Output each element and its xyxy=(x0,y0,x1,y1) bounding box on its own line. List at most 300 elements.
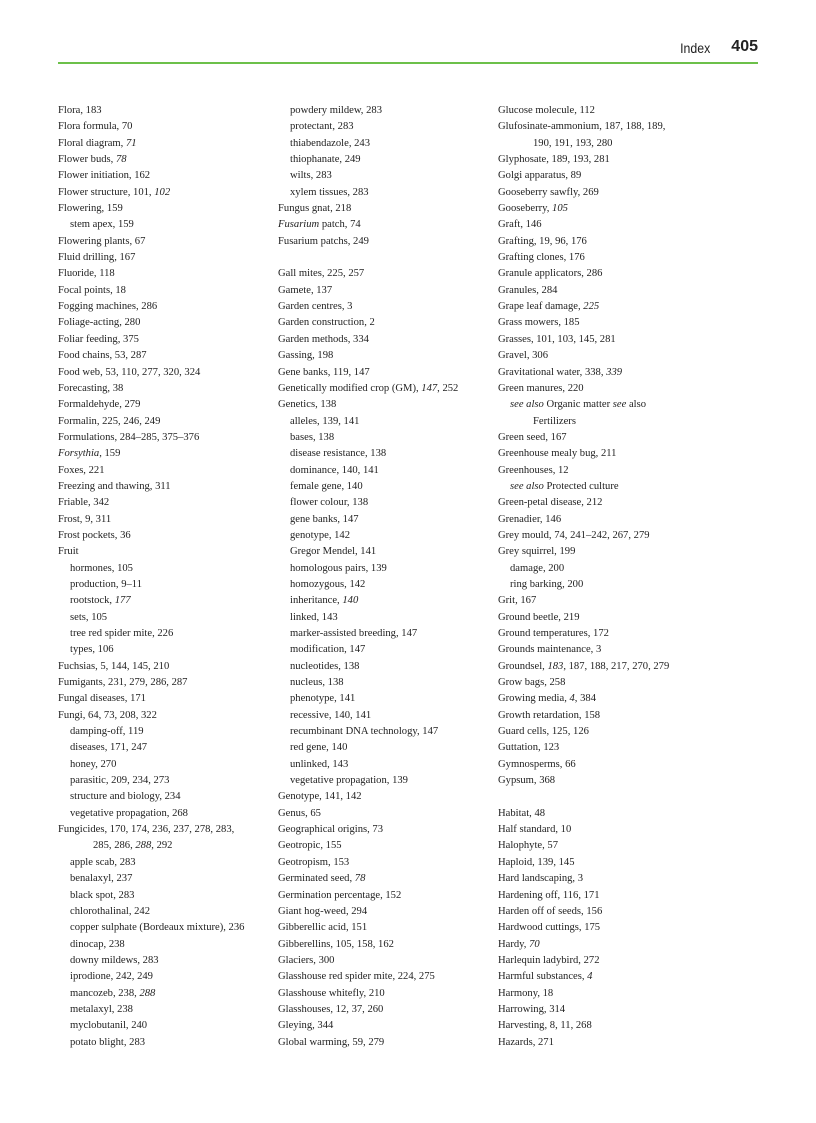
index-entry xyxy=(278,855,498,871)
entry-text: 285, 286, xyxy=(93,840,136,852)
index-entry xyxy=(498,234,718,250)
entry-text: Guard cells, 125, 126 xyxy=(498,726,589,738)
header-label: Index xyxy=(679,40,710,56)
entry-text: Formulations, 284–285, 375–376 xyxy=(58,431,200,443)
entry-text: Granules, 284 xyxy=(498,284,558,296)
entry-text: sets, 105 xyxy=(70,611,108,623)
entry-italic: 4 xyxy=(569,693,575,705)
entry-text: Glucose molecule, 112 xyxy=(498,105,595,116)
index-subentry xyxy=(278,168,498,184)
index-entry xyxy=(498,315,718,331)
entry-text: Harvesting, 8, 11, 268 xyxy=(498,1020,592,1032)
entry-text: Harden off of seeds, 156 xyxy=(498,905,603,917)
entry-italic: 4 xyxy=(587,971,593,983)
index-subentry xyxy=(58,561,278,577)
entry-text: Greenhouse mealy bug, 211 xyxy=(498,448,617,460)
index-entry xyxy=(498,544,718,560)
index-entry xyxy=(278,348,498,364)
entry-text: red gene, 140 xyxy=(290,742,348,754)
entry-text: potato blight, 283 xyxy=(70,1036,146,1048)
index-entry xyxy=(498,937,718,953)
entry-text: Gibberellins, 105, 158, 162 xyxy=(278,938,394,950)
entry-text: Forecasting, 38 xyxy=(58,382,124,394)
index-subentry xyxy=(278,414,498,430)
index-subentry xyxy=(278,185,498,201)
entry-text: Gooseberry sawfly, 269 xyxy=(498,186,599,198)
entry-text: Grow bags, 258 xyxy=(498,677,566,689)
index-subentry xyxy=(278,708,498,724)
entry-text: Genotype, 141, 142 xyxy=(278,791,362,803)
entry-text: Food web, 53, 110, 277, 320, 324 xyxy=(58,366,201,378)
entry-text: Garden methods, 334 xyxy=(278,333,369,345)
index-entry xyxy=(498,838,718,854)
index-subentry xyxy=(278,675,498,691)
index-entry xyxy=(498,659,718,675)
entry-text: thiabendazole, 243 xyxy=(290,137,371,149)
entry-text: homologous pairs, 139 xyxy=(290,562,387,574)
index-entry xyxy=(278,806,498,822)
entry-text: Flora formula, 70 xyxy=(58,121,133,133)
entry-text: Glyphosate, 189, 193, 281 xyxy=(498,154,610,166)
index-entry xyxy=(58,348,278,364)
index-subentry xyxy=(278,136,498,152)
entry-text: Grafting clones, 176 xyxy=(498,252,585,264)
entry-text: Gypsum, 368 xyxy=(498,775,556,787)
entry-text: Gravel, 306 xyxy=(498,350,549,362)
index-entry xyxy=(278,266,498,282)
entry-text: parasitic, 209, 234, 273 xyxy=(70,775,170,787)
index-entry xyxy=(58,708,278,724)
entry-text: Geotropism, 153 xyxy=(278,856,350,868)
index-subentry xyxy=(278,528,498,544)
entry-text: Gravitational water, 338, xyxy=(498,366,607,378)
entry-text-tail: , 384 xyxy=(574,693,596,705)
index-subentry xyxy=(58,888,278,904)
index-entry xyxy=(498,773,718,789)
index-entry xyxy=(498,495,718,511)
index-subentry xyxy=(278,757,498,773)
entry-text: Harmful substances, xyxy=(498,971,588,983)
entry-text: stem apex, 159 xyxy=(70,219,134,231)
index-entry xyxy=(498,969,718,985)
index-subentry xyxy=(278,642,498,658)
entry-text: Fungicides, 170, 174, 236, 237, 278, 283, xyxy=(58,824,235,836)
index-subentry xyxy=(58,986,278,1002)
entry-text: damage, 200 xyxy=(510,562,565,574)
index-subentry xyxy=(58,642,278,658)
entry-text: Glasshouse red spider mite, 224, 275 xyxy=(278,971,435,983)
entry-text: Green seed, 167 xyxy=(498,431,567,443)
entry-text: powdery mildew, 283 xyxy=(290,105,382,116)
entry-text: Fungal diseases, 171 xyxy=(58,693,146,705)
index-entry xyxy=(278,953,498,969)
entry-text: Flowering plants, 67 xyxy=(58,235,146,247)
index-entry xyxy=(58,544,278,560)
entry-text: Haploid, 139, 145 xyxy=(498,856,575,868)
entry-italic: 78 xyxy=(354,873,366,885)
entry-text: xylem tissues, 283 xyxy=(290,186,369,198)
index-subentry xyxy=(278,626,498,642)
entry-text: metalaxyl, 238 xyxy=(70,1003,133,1015)
entry-text: Grasses, 101, 103, 145, 281 xyxy=(498,333,616,345)
index-entry xyxy=(498,920,718,936)
entry-text: Protected culture xyxy=(543,480,619,492)
entry-text: Hazards, 271 xyxy=(498,1036,554,1048)
index-entry xyxy=(498,1002,718,1018)
entry-text: structure and biology, 234 xyxy=(70,791,181,803)
index-subentry xyxy=(58,920,278,936)
entry-text: Gamete, 137 xyxy=(278,284,333,296)
index-entry xyxy=(498,266,718,282)
entry-text-tail: , 252 xyxy=(437,382,459,394)
entry-text: Grey mould, 74, 241–242, 267, 279 xyxy=(498,529,650,541)
index-subentry xyxy=(278,152,498,168)
entry-text: Gassing, 198 xyxy=(278,350,334,362)
index-subentry xyxy=(278,430,498,446)
index-entry xyxy=(498,1035,718,1051)
index-entry xyxy=(58,691,278,707)
index-subentry xyxy=(278,773,498,789)
entry-text: diseases, 171, 247 xyxy=(70,742,148,754)
index-entry xyxy=(278,969,498,985)
index-subentry xyxy=(58,789,278,805)
entry-text: Fusarium patchs, 249 xyxy=(278,235,369,247)
index-entry xyxy=(498,217,718,233)
entry-text: Geographical origins, 73 xyxy=(278,824,384,836)
index-subentry xyxy=(278,724,498,740)
entry-text: Grass mowers, 185 xyxy=(498,317,580,329)
entry-text: marker-assisted breeding, 147 xyxy=(290,628,418,639)
index-subentry xyxy=(278,544,498,560)
entry-text: vegetative propagation, 268 xyxy=(70,807,188,819)
index-entry xyxy=(58,103,278,119)
entry-text: Hard landscaping, 3 xyxy=(498,873,584,885)
entry-text: Hardy, xyxy=(498,938,530,950)
index-entry xyxy=(58,381,278,397)
entry-text: Freezing and thawing, 311 xyxy=(58,480,171,492)
entry-text: Foliage-acting, 280 xyxy=(58,317,141,329)
index-subentry xyxy=(58,871,278,887)
index-entry xyxy=(278,217,498,233)
entry-text: Ground beetle, 219 xyxy=(498,611,580,623)
entry-text: Gymnosperms, 66 xyxy=(498,758,576,770)
index-entry xyxy=(498,365,718,381)
entry-text: rootstock, xyxy=(70,595,115,607)
index-subentry xyxy=(58,904,278,920)
index-subentry xyxy=(58,724,278,740)
index-entry xyxy=(278,381,498,397)
entry-text-tail: , 292 xyxy=(151,840,173,852)
index-entry xyxy=(498,283,718,299)
index-entry xyxy=(278,789,498,805)
entry-text: modification, 147 xyxy=(290,644,366,656)
entry-italic: 105 xyxy=(552,203,568,215)
entry-text: mancozeb, 238, xyxy=(70,987,140,999)
index-continuation xyxy=(498,136,718,152)
entry-italic: 70 xyxy=(529,938,540,950)
section-gap xyxy=(278,250,498,266)
index-entry xyxy=(498,986,718,1002)
entry-text: Harmony, 18 xyxy=(498,987,554,999)
index-subentry xyxy=(498,397,718,413)
index-entry xyxy=(58,266,278,282)
entry-text: phenotype, 141 xyxy=(290,693,356,705)
entry-text: 190, 191, 193, 280 xyxy=(533,137,613,149)
index-entry xyxy=(58,136,278,152)
index-entry xyxy=(498,871,718,887)
entry-text: Guttation, 123 xyxy=(498,742,560,754)
entry-italic: 288 xyxy=(139,987,156,999)
index-entry xyxy=(278,234,498,250)
index-entry xyxy=(278,201,498,217)
entry-text: Food chains, 53, 287 xyxy=(58,350,147,362)
index-column-3 xyxy=(498,103,718,1051)
index-entry xyxy=(278,332,498,348)
index-entry xyxy=(58,495,278,511)
entry-text: Frost, 9, 311 xyxy=(58,513,112,525)
entry-text: Foxes, 221 xyxy=(58,464,105,476)
index-entry xyxy=(498,201,718,217)
index-subentry xyxy=(278,479,498,495)
entry-text: Golgi apparatus, 89 xyxy=(498,170,582,182)
entry-text: Green-petal disease, 212 xyxy=(498,497,603,509)
index-entry xyxy=(58,365,278,381)
entry-text: damping-off, 119 xyxy=(70,726,144,738)
entry-text: apple scab, 283 xyxy=(70,856,136,868)
index-entry xyxy=(498,740,718,756)
entry-text: Gall mites, 225, 257 xyxy=(278,268,365,280)
entry-text: Fogging machines, 286 xyxy=(58,301,158,313)
entry-text: Halophyte, 57 xyxy=(498,840,559,852)
section-gap xyxy=(498,789,718,805)
entry-italic: 225 xyxy=(583,301,600,313)
index-entry xyxy=(58,332,278,348)
index-entry xyxy=(498,185,718,201)
index-subentry xyxy=(58,937,278,953)
entry-italic: 140 xyxy=(342,595,359,607)
entry-text: Glasshouse whitefly, 210 xyxy=(278,987,385,999)
entry-text: Genus, 65 xyxy=(278,807,321,819)
entry-italic: 78 xyxy=(115,154,127,166)
entry-text: Grey squirrel, 199 xyxy=(498,546,576,558)
entry-text: Groundsel, xyxy=(498,660,548,672)
index-subentry xyxy=(278,495,498,511)
index-subentry xyxy=(58,610,278,626)
index-subentry xyxy=(58,1002,278,1018)
entry-text: Glaciers, 300 xyxy=(278,954,335,966)
index-subentry xyxy=(58,217,278,233)
index-subentry xyxy=(58,806,278,822)
index-subentry xyxy=(58,626,278,642)
entry-text: Grafting, 19, 96, 176 xyxy=(498,235,587,247)
entry-text: Frost pockets, 36 xyxy=(58,529,131,541)
entry-text: Grit, 167 xyxy=(498,595,537,607)
entry-text: benalaxyl, 237 xyxy=(70,873,133,885)
index-subentry xyxy=(278,593,498,609)
entry-text: genotype, 142 xyxy=(290,529,351,541)
entry-text: inheritance, xyxy=(290,595,343,607)
entry-text: Genetics, 138 xyxy=(278,399,337,411)
entry-text: patch, 74 xyxy=(319,219,361,231)
entry-text: iprodione, 242, 249 xyxy=(70,971,153,983)
entry-text: nucleus, 138 xyxy=(290,677,344,689)
index-entry xyxy=(58,397,278,413)
index-continuation xyxy=(498,414,718,430)
entry-italic: 288 xyxy=(135,840,152,852)
index-subentry xyxy=(278,103,498,119)
index-entry xyxy=(498,446,718,462)
index-entry xyxy=(498,381,718,397)
index-subentry xyxy=(58,577,278,593)
entry-text: , 159 xyxy=(99,448,121,460)
index-entry xyxy=(58,822,278,838)
entry-text: Fuchsias, 5, 144, 145, 210 xyxy=(58,660,170,672)
entry-text: thiophanate, 249 xyxy=(290,154,361,166)
index-entry xyxy=(498,299,718,315)
index-entry xyxy=(498,822,718,838)
entry-text: Garden construction, 2 xyxy=(278,317,375,329)
index-entry xyxy=(498,168,718,184)
index-entry xyxy=(498,250,718,266)
index-subentry xyxy=(278,691,498,707)
entry-text: Fumigants, 231, 279, 286, 287 xyxy=(58,677,188,689)
entry-text: Glufosinate-ammonium, 187, 188, 189, xyxy=(498,121,666,133)
index-entry xyxy=(278,283,498,299)
index-entry xyxy=(278,937,498,953)
entry-text: Hardening off, 116, 171 xyxy=(498,889,600,901)
entry-text: Garden centres, 3 xyxy=(278,301,353,313)
entry-text: alleles, 139, 141 xyxy=(290,415,360,427)
entry-text: Habitat, 48 xyxy=(498,807,546,819)
index-entry xyxy=(498,610,718,626)
index-subentry xyxy=(498,561,718,577)
page-number: 405 xyxy=(731,38,758,55)
entry-italic: 147 xyxy=(421,382,438,394)
index-entry xyxy=(58,479,278,495)
index-entry xyxy=(498,332,718,348)
entry-text: unlinked, 143 xyxy=(290,758,349,770)
index-column-2 xyxy=(278,103,498,1051)
index-subentry xyxy=(58,740,278,756)
index-continuation xyxy=(58,838,278,854)
entry-text: Greenhouses, 12 xyxy=(498,464,569,476)
entry-text: Glasshouses, 12, 37, 260 xyxy=(278,1003,384,1015)
index-entry xyxy=(498,953,718,969)
index-subentry xyxy=(58,855,278,871)
entry-text: Floral diagram, xyxy=(58,137,126,149)
entry-text: Friable, 342 xyxy=(58,497,110,509)
index-subentry xyxy=(58,1035,278,1051)
entry-text: Fluid drilling, 167 xyxy=(58,252,136,264)
entry-italic-lead: Forsythia xyxy=(58,448,100,460)
index-subentry xyxy=(278,659,498,675)
index-subentry xyxy=(498,577,718,593)
index-entry xyxy=(58,185,278,201)
index-entry xyxy=(278,397,498,413)
entry-text: Formalin, 225, 246, 249 xyxy=(58,415,161,427)
entry-text: vegetative propagation, 139 xyxy=(290,775,408,787)
entry-text: Germination percentage, 152 xyxy=(278,889,402,901)
entry-italic-lead: Fusarium xyxy=(278,219,320,231)
entry-italic: 339 xyxy=(606,366,623,378)
entry-text: Fertilizers xyxy=(533,415,576,427)
entry-text-tail: , 187, 188, 217, 270, 279 xyxy=(563,660,670,672)
index-entry xyxy=(278,1002,498,1018)
entry-italic: 71 xyxy=(125,137,137,149)
index-entry xyxy=(498,1018,718,1034)
index-entry xyxy=(278,365,498,381)
entry-text: downy mildews, 283 xyxy=(70,954,159,966)
entry-text: Gregor Mendel, 141 xyxy=(290,546,377,558)
index-entry xyxy=(278,315,498,331)
index-subentry xyxy=(278,740,498,756)
entry-text: dominance, 140, 141 xyxy=(290,464,379,476)
index-entry xyxy=(498,463,718,479)
index-entry xyxy=(498,430,718,446)
index-entry xyxy=(278,920,498,936)
entry-italic: 177 xyxy=(114,595,131,607)
index-subentry xyxy=(58,757,278,773)
index-subentry xyxy=(58,953,278,969)
index-subentry xyxy=(58,773,278,789)
index-entry xyxy=(498,904,718,920)
entry-text: Harrowing, 314 xyxy=(498,1003,566,1015)
index-entry xyxy=(278,871,498,887)
index-entry xyxy=(58,168,278,184)
entry-text: Giant hog-weed, 294 xyxy=(278,905,368,917)
index-entry xyxy=(498,724,718,740)
index-subentry xyxy=(58,593,278,609)
index-entry xyxy=(498,855,718,871)
index-entry xyxy=(58,234,278,250)
index-entry xyxy=(58,528,278,544)
entry-text: Hardwood cuttings, 175 xyxy=(498,922,601,934)
entry-text: Growing media, xyxy=(498,693,570,705)
entry-text: Foliar feeding, 375 xyxy=(58,333,139,345)
index-entry xyxy=(58,119,278,135)
entry-text: copper sulphate (Bordeaux mixture), 236 xyxy=(70,922,245,934)
index-entry xyxy=(498,642,718,658)
index-entry xyxy=(58,659,278,675)
entry-text: Global warming, 59, 279 xyxy=(278,1036,385,1048)
entry-text: bases, 138 xyxy=(290,431,335,443)
entry-text: dinocap, 238 xyxy=(70,938,125,950)
index-entry xyxy=(58,446,278,462)
entry-text: Fluoride, 118 xyxy=(58,268,115,280)
entry-text: flower colour, 138 xyxy=(290,497,369,509)
index-subentry xyxy=(278,446,498,462)
index-entry xyxy=(498,626,718,642)
entry-text: Germinated seed, xyxy=(278,873,355,885)
index-entry xyxy=(498,675,718,691)
entry-italic: see xyxy=(612,399,627,411)
entry-text: chlorothalinal, 242 xyxy=(70,905,151,917)
index-subentry xyxy=(278,463,498,479)
index-entry xyxy=(498,152,718,168)
index-subentry xyxy=(278,610,498,626)
index-entry xyxy=(498,888,718,904)
entry-text: tree red spider mite, 226 xyxy=(70,628,174,639)
entry-text: female gene, 140 xyxy=(290,480,363,492)
entry-text: types, 106 xyxy=(70,644,114,656)
index-entry xyxy=(58,463,278,479)
entry-text: Granule applicators, 286 xyxy=(498,268,603,280)
index-entry xyxy=(58,283,278,299)
index-entry xyxy=(498,757,718,773)
entry-text: Flower structure, 101, xyxy=(58,186,155,198)
index-entry xyxy=(278,888,498,904)
entry-italic-lead: see also xyxy=(510,399,544,411)
